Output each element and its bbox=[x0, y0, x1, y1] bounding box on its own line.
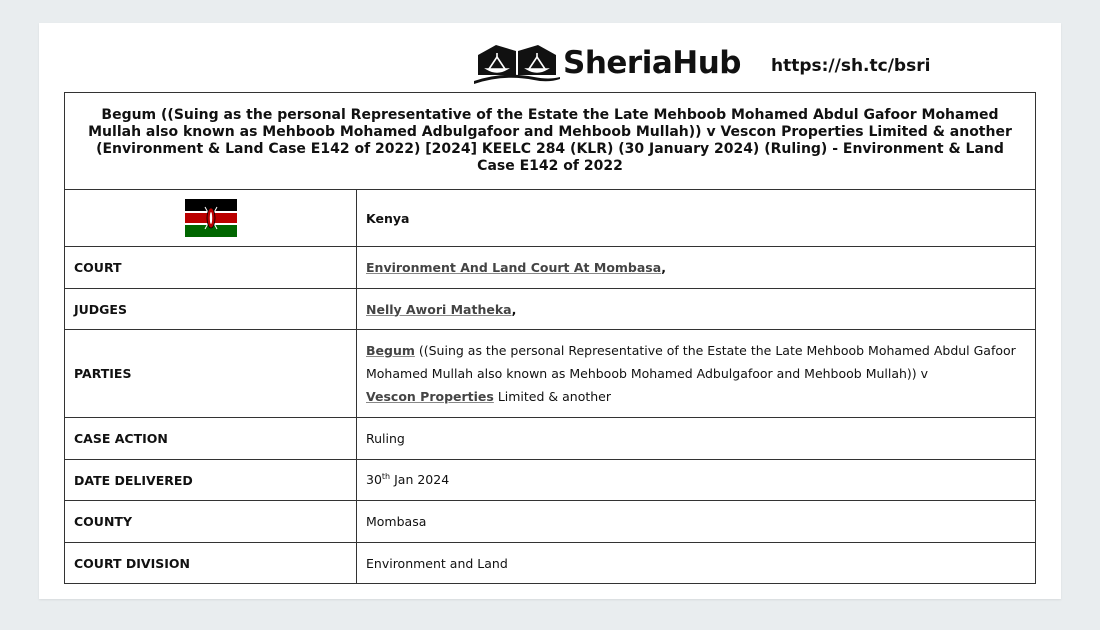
country-row bbox=[65, 190, 1036, 247]
county-value: Mombasa bbox=[357, 501, 1036, 543]
kenya-flag-icon bbox=[185, 199, 237, 237]
judges-row bbox=[65, 289, 1036, 330]
court-label: COURT bbox=[65, 247, 357, 289]
case-action-value: Ruling bbox=[357, 418, 1036, 460]
title-row bbox=[65, 93, 1036, 190]
case-title: Begum ((Suing as the personal Representative of the Estate the Late Mehboob Mohamed Abdul Gafoor Mohamed Mullah also known as Mehboob Mohamed Adbulgafoor and Mehboob Mullah)) v Vescon Properties Limited & another (Environment & Land Case E142 of 2022) [2024] KEELC 284 (KLR) (30 January 2024) (Ruling) - Environment & Land Case E142 of 2022 bbox=[65, 93, 1036, 190]
case-action-label: CASE ACTION bbox=[65, 418, 357, 460]
party1-link[interactable]: Begum bbox=[366, 343, 415, 358]
county-label: COUNTY bbox=[65, 501, 357, 543]
date-delivered-row bbox=[65, 460, 1036, 501]
court-division-label: COURT DIVISION bbox=[65, 543, 357, 584]
court-value bbox=[357, 247, 1036, 289]
date-day: 30 bbox=[366, 472, 382, 488]
case-action-row bbox=[65, 418, 1036, 460]
county-row bbox=[65, 501, 1036, 543]
party2-text: Limited & another bbox=[493, 389, 612, 404]
flag-cell bbox=[65, 190, 357, 247]
case-info-table bbox=[64, 92, 1036, 584]
judges-value bbox=[357, 289, 1036, 330]
party1-text: ((Suing as the personal Representative of the Estate the Late Mehboob Mohamed Abdul Gafoor Mohamed Mullah also known as Mehboob Mohamed Adbulgafoor and Mehboob Mullah)) v bbox=[366, 343, 1016, 381]
party2-link[interactable]: Vescon Properties bbox=[366, 389, 494, 404]
date-delivered-label: DATE DELIVERED bbox=[65, 460, 357, 501]
date-day-suffix: th bbox=[381, 472, 391, 482]
court-division-row bbox=[65, 543, 1036, 584]
short-url[interactable]: https://sh.tc/bsri bbox=[770, 56, 931, 76]
court-suffix: , bbox=[661, 260, 666, 275]
court-link[interactable]: Environment And Land Court At Mombasa bbox=[366, 260, 662, 275]
judges-label: JUDGES bbox=[65, 289, 357, 330]
brand-name: SheriaHub bbox=[563, 45, 741, 81]
parties-row bbox=[65, 330, 1036, 418]
date-rest: Jan 2024 bbox=[390, 472, 450, 488]
court-row bbox=[65, 247, 1036, 289]
court-division-value: Environment and Land bbox=[357, 543, 1036, 584]
judges-suffix: , bbox=[511, 301, 517, 317]
judge-link[interactable]: Nelly Awori Matheka bbox=[366, 301, 512, 317]
scales-of-justice-icon bbox=[474, 41, 560, 85]
date-delivered-value bbox=[357, 460, 1036, 501]
parties-label: PARTIES bbox=[65, 330, 357, 418]
parties-value bbox=[357, 330, 1036, 418]
country-name: Kenya bbox=[357, 190, 1036, 247]
header bbox=[474, 40, 930, 86]
